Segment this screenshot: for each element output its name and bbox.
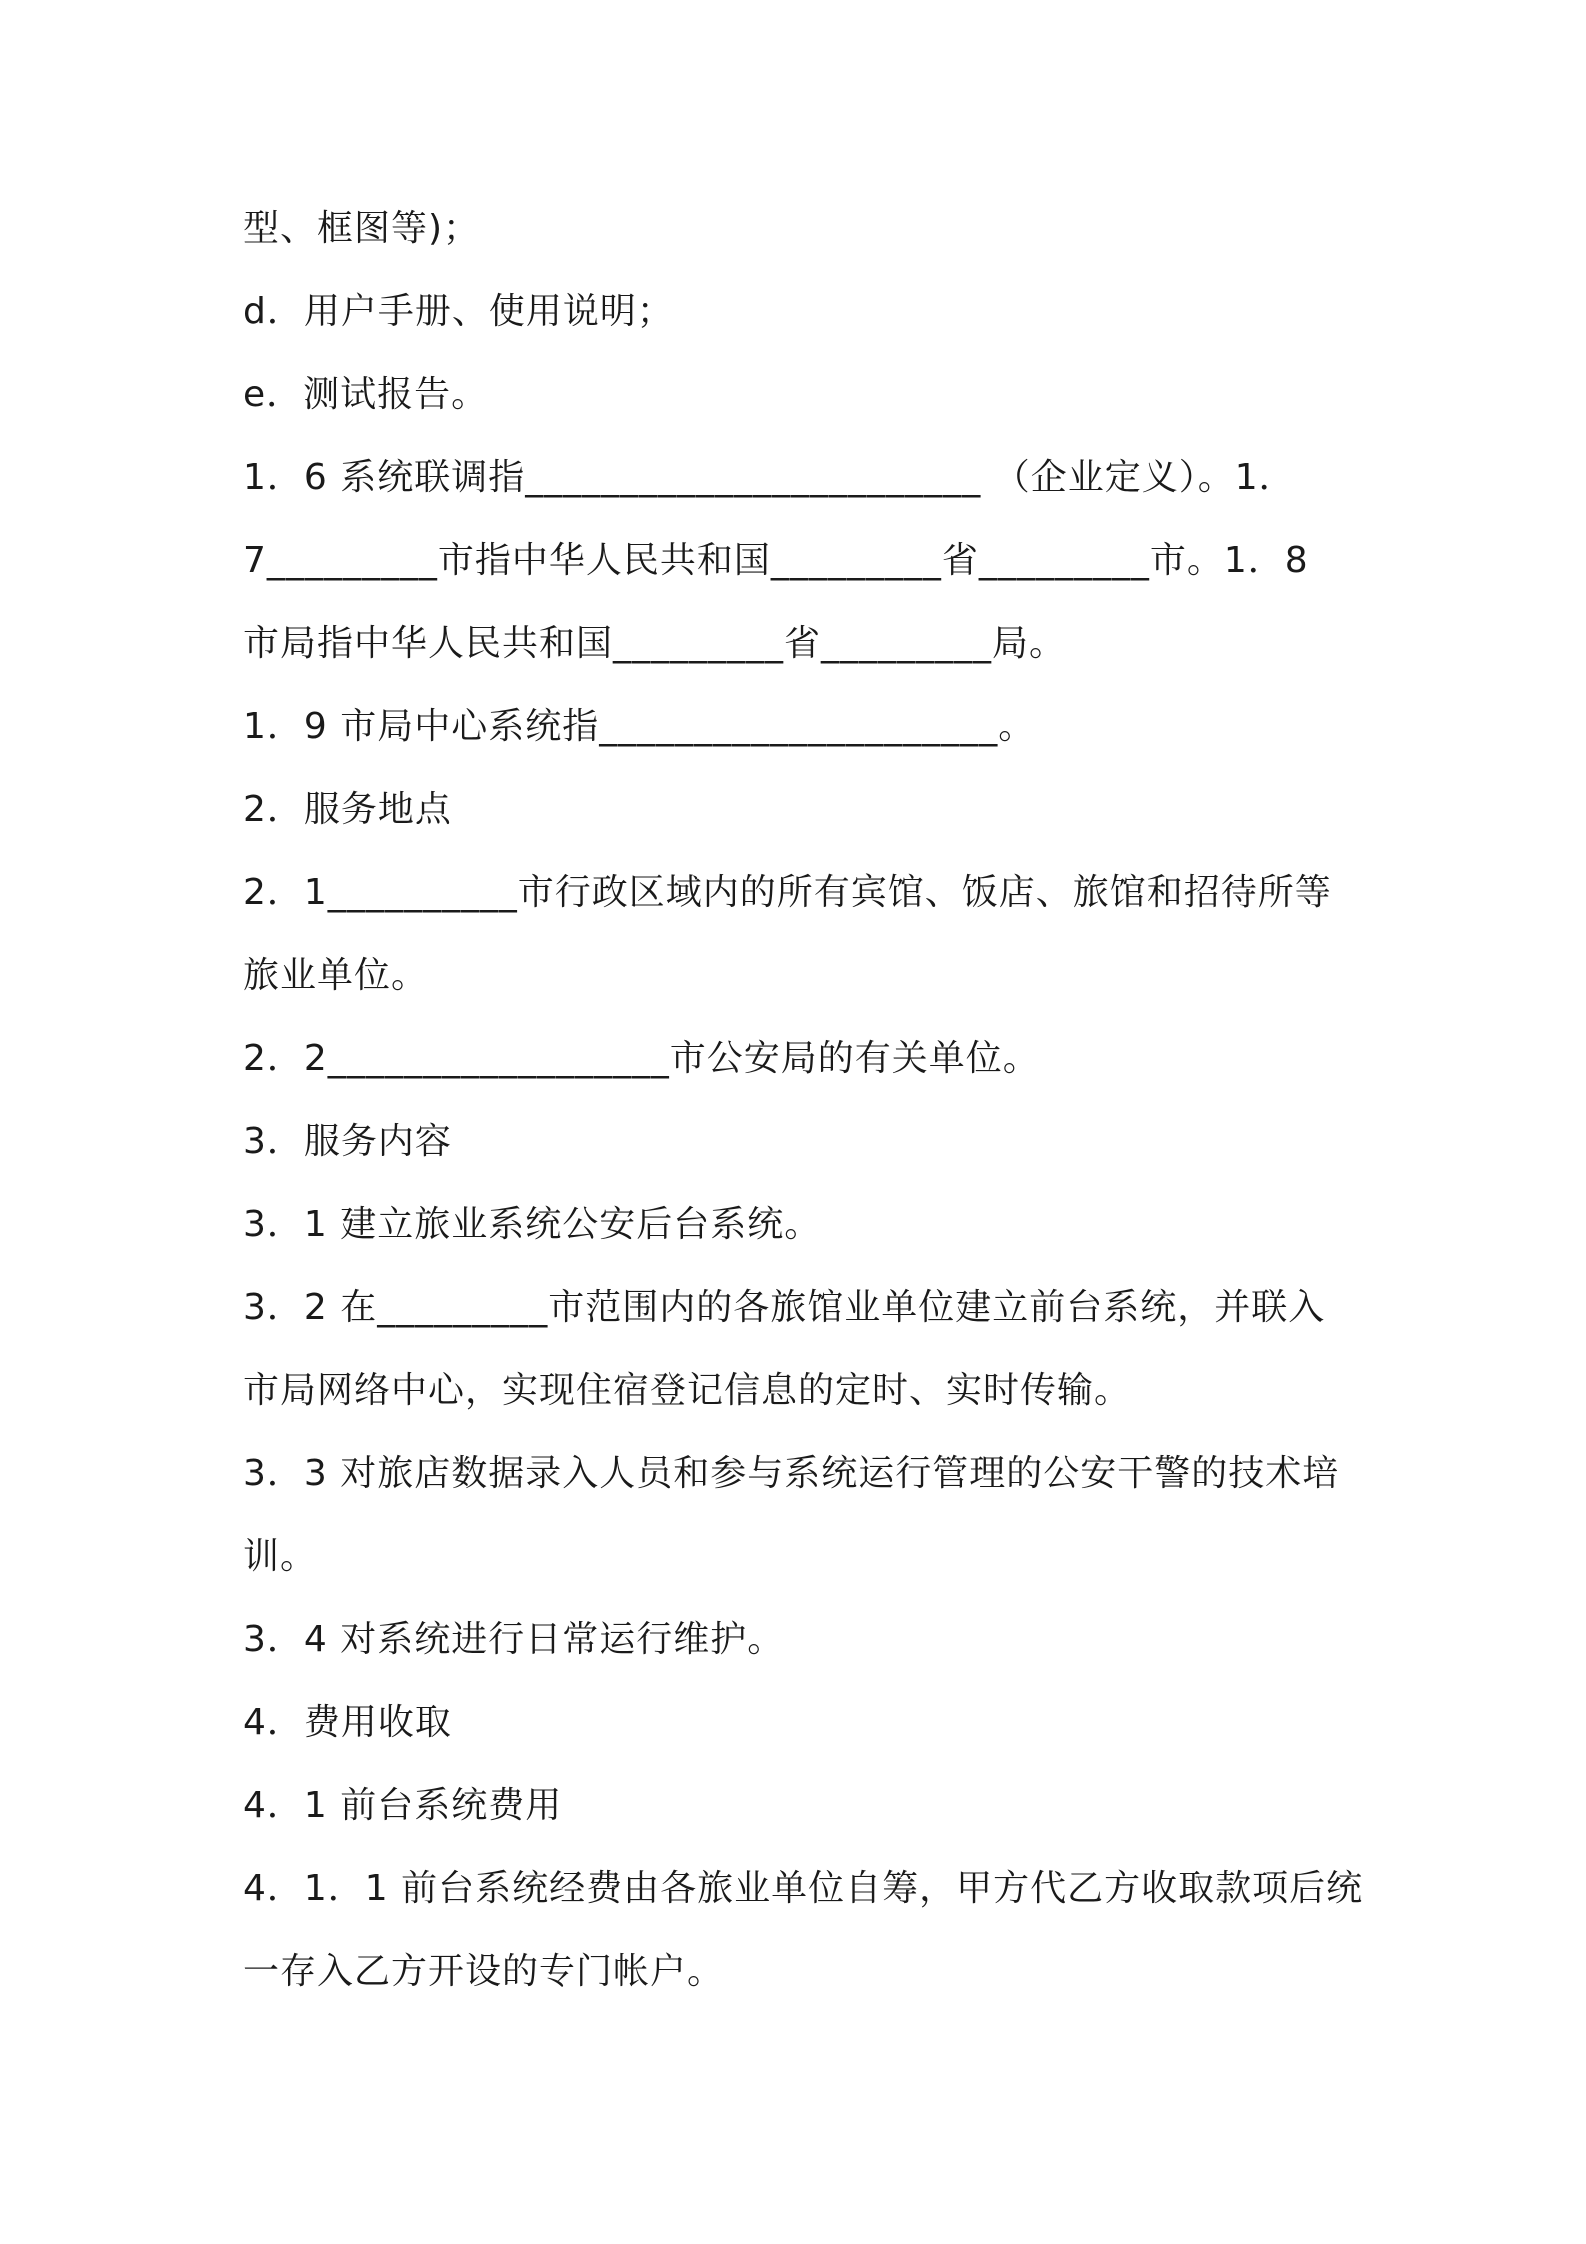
text-line: 1．9 市局中心系统指_____________________。 — [243, 706, 1036, 747]
text-line: 一存入乙方开设的专门帐户。 — [243, 1951, 725, 1992]
text-line: 旅业单位。 — [243, 955, 429, 996]
text-line: e．测试报告。 — [243, 374, 489, 415]
text-line: 3．4 对系统进行日常运行维护。 — [243, 1619, 785, 1660]
section-heading: 4．费用收取 — [243, 1702, 452, 1743]
text-line: 4．1．1 前台系统经费由各旅业单位自筹，甲方代乙方收取款项后统 — [243, 1868, 1364, 1909]
text-line: 型、框图等)； — [243, 208, 481, 249]
text-line: d．用户手册、使用说明； — [243, 291, 674, 332]
text-line: 4．1 前台系统费用 — [243, 1785, 563, 1826]
text-line: 市局指中华人民共和国_________省_________局。 — [243, 623, 1067, 664]
text-line: 3．1 建立旅业系统公安后台系统。 — [243, 1204, 822, 1245]
text-line: 1．6 系统联调指________________________ （企业定义）。1． — [243, 457, 1296, 498]
section-heading: 3．服务内容 — [243, 1121, 452, 1162]
text-line: 训。 — [243, 1536, 318, 1577]
section-heading: 2．服务地点 — [243, 789, 452, 830]
text-line: 市局网络中心，实现住宿登记信息的定时、实时传输。 — [243, 1370, 1132, 1411]
text-line: 7_________市指中华人民共和国_________省_________市。1．8 — [243, 540, 1309, 581]
text-line: 3．2 在_________市范围内的各旅馆业单位建立前台系统，并联入 — [243, 1287, 1326, 1328]
text-line: 3．3 对旅店数据录入人员和参与系统运行管理的公安干警的技术培 — [243, 1453, 1340, 1494]
text-line: 2．2__________________市公安局的有关单位。 — [243, 1038, 1040, 1079]
text-line: 2．1__________市行政区域内的所有宾馆、饭店、旅馆和招待所等 — [243, 872, 1332, 913]
